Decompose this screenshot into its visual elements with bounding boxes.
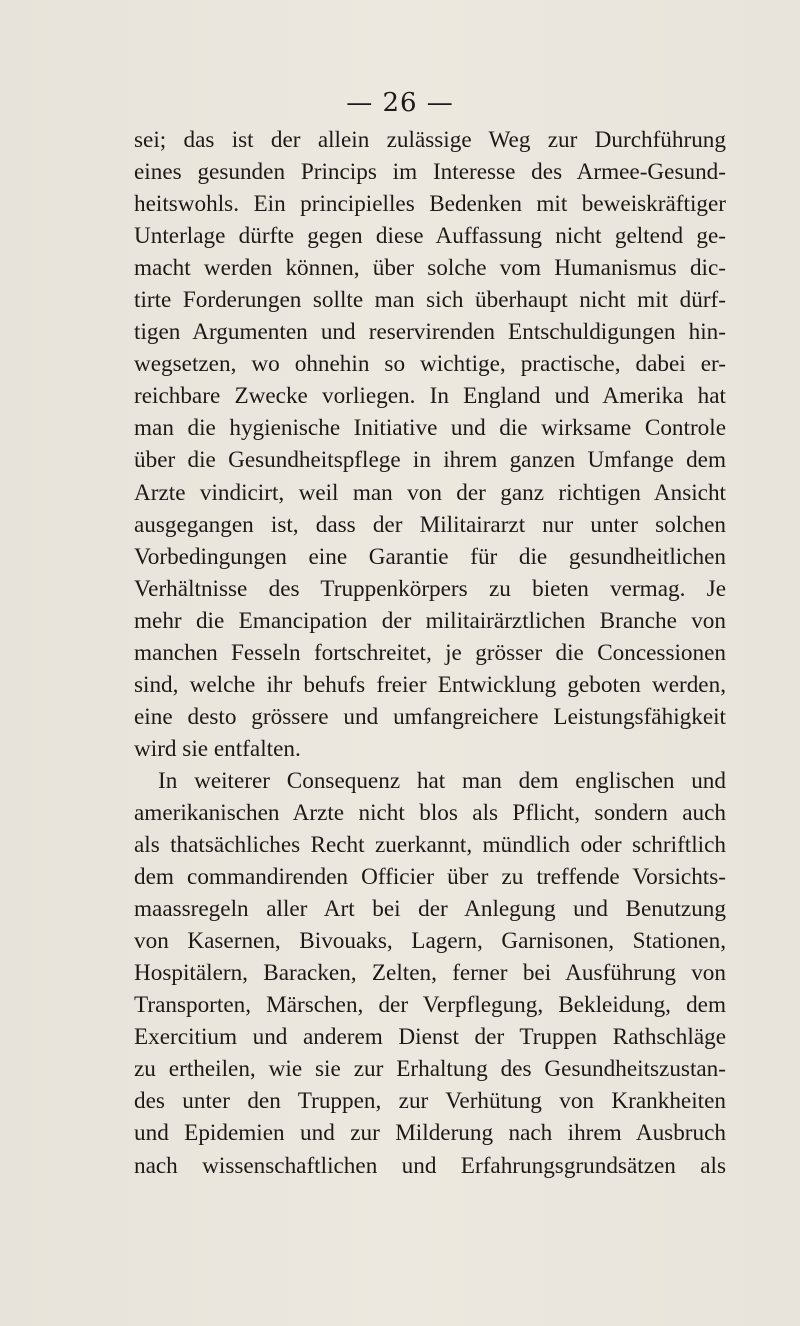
- paragraph-1: [134, 124, 726, 765]
- text-line: über die Gesundheitspflege in ihrem ganzen Umfange dem: [134, 447, 726, 474]
- text-line: man die hygienische Initiative und die wirksame Controle: [134, 415, 726, 442]
- text-line: manchen Fesseln fortschreitet, je grösser die Concessionen: [134, 639, 726, 666]
- text-line: und Epidemien und zur Milderung nach ihrem Ausbruch: [134, 1120, 726, 1147]
- text-line: eines gesunden Princips im Interesse des Armee-Gesund-: [134, 159, 726, 186]
- text-line: macht werden können, über solche vom Humanismus dic-: [134, 255, 726, 282]
- body-text: [134, 124, 726, 1182]
- text-line: amerikanischen Arzte nicht blos als Pflicht, sondern auch: [134, 799, 726, 826]
- text-line: des unter den Truppen, zur Verhütung von Krankheiten: [134, 1088, 726, 1115]
- text-line: Exercitium und anderem Dienst der Truppen Rathschläge: [134, 1024, 726, 1051]
- text-line: Verhältnisse des Truppenkörpers zu bieten vermag. Je: [134, 575, 726, 602]
- paragraph-2: [134, 765, 726, 1182]
- text-line: tigen Argumenten und reservirenden Entschuldigungen hin-: [134, 319, 726, 346]
- text-line: zu ertheilen, wie sie zur Erhaltung des Gesundheitszustan-: [134, 1056, 726, 1083]
- text-line: eine desto grössere und umfangreichere Leistungsfähigkeit: [134, 703, 726, 730]
- text-line: dem commandirenden Officier über zu treffende Vorsichts-: [134, 864, 726, 891]
- text-line: Vorbedingungen eine Garantie für die gesundheitlichen: [134, 543, 726, 570]
- page-number: — 26 —: [346, 88, 454, 118]
- text-line: nach wissenschaftlichen und Erfahrungsgrundsätzen als: [134, 1152, 726, 1179]
- text-line: heitswohls. Ein principielles Bedenken mit beweiskräftiger: [134, 191, 726, 218]
- text-line: Unterlage dürfte gegen diese Auffassung nicht geltend ge-: [134, 223, 726, 250]
- text-line: In weiterer Consequenz hat man dem englischen und: [158, 767, 726, 794]
- text-line: Transporten, Märschen, der Verpflegung, Bekleidung, dem: [134, 992, 726, 1019]
- text-line: von Kasernen, Bivouaks, Lagern, Garnisonen, Stationen,: [134, 928, 726, 955]
- text-line: als thatsächliches Recht zuerkannt, mündlich oder schriftlich: [134, 832, 726, 859]
- text-line: maassregeln aller Art bei der Anlegung und Benutzung: [134, 896, 726, 923]
- text-line: ausgegangen ist, dass der Militairarzt nur unter solchen: [134, 511, 726, 538]
- text-line: Arzte vindicirt, weil man von der ganz richtigen Ansicht: [134, 479, 726, 506]
- text-line: wegsetzen, wo ohnehin so wichtige, practische, dabei er-: [134, 351, 726, 378]
- text-line: tirte Forderungen sollte man sich überhaupt nicht mit dürf-: [134, 287, 726, 314]
- text-line: sind, welche ihr behufs freier Entwicklung geboten werden,: [134, 671, 726, 698]
- text-line: wird sie entfalten.: [134, 735, 301, 762]
- text-line: mehr die Emancipation der militairärztlichen Branche von: [134, 607, 726, 634]
- text-line: reichbare Zwecke vorliegen. In England und Amerika hat: [134, 383, 726, 410]
- text-line: Hospitälern, Baracken, Zelten, ferner bei Ausführung von: [134, 960, 726, 987]
- text-line: sei; das ist der allein zulässige Weg zur Durchführung: [134, 127, 726, 153]
